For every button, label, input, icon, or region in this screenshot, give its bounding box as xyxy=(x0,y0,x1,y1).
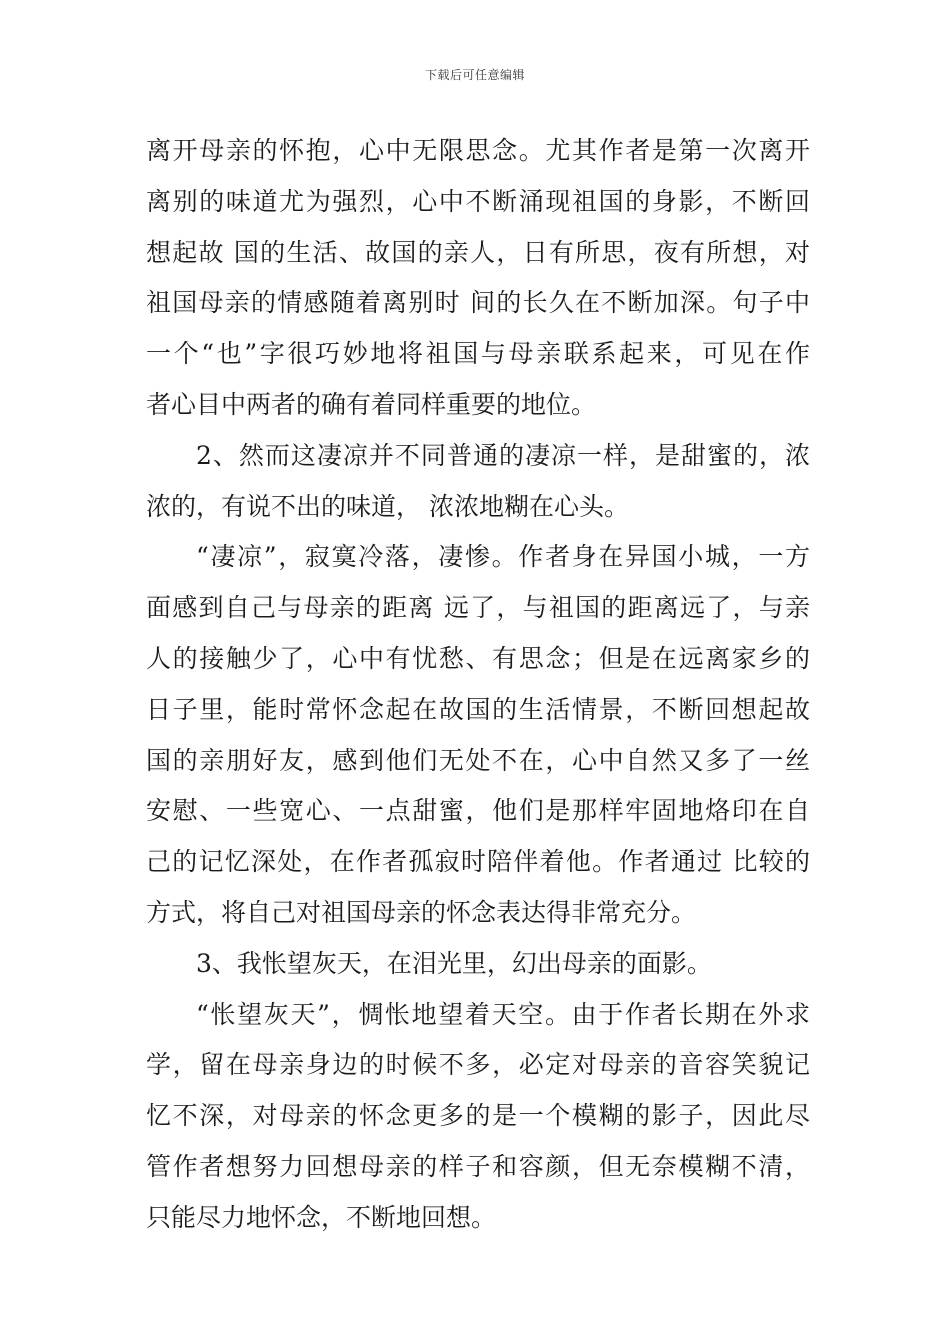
paragraph-3 xyxy=(146,532,810,938)
text-line: 者心目中两者的确有着同样重要的地位。 xyxy=(146,389,597,419)
text-line: 想起故 国的生活、故国的亲人，日有所思，夜有所想，对 xyxy=(146,237,810,267)
header-note: 下载后可任意编辑 xyxy=(424,68,525,82)
text-line: 方式，将自己对祖国母亲的怀念表达得非常充分。 xyxy=(146,897,697,927)
text-line: 浓的，有说不出的味道， 浓浓地糊在心头。 xyxy=(146,491,629,521)
paragraph-5 xyxy=(146,990,810,1244)
text-line: 日子里，能时常怀念起在故国的生活情景，不断回想起故 xyxy=(146,694,810,724)
text-line: 离别的味道尤为强烈，心中不断涌现祖国的身影，不断回 xyxy=(146,186,810,216)
text-line: 2、然而这凄凉并不同普通的凄凉一样，是甜蜜的，浓 xyxy=(196,440,810,470)
text-line: 3、我怅望灰天，在泪光里，幻出母亲的面影。 xyxy=(196,948,712,978)
text-line: “怅望灰天”，惆怅地望着天空。由于作者长期在外求 xyxy=(196,999,810,1029)
text-line: 离开母亲的怀抱，心中无限思念。尤其作者是第一次离开 xyxy=(146,136,810,165)
text-line: 国的亲朋好友，感到他们无处不在，心中自然又多了一丝 xyxy=(146,745,810,775)
text-line: 祖国母亲的情感随着离别时 间的长久在不断加深。句子中 xyxy=(146,288,810,318)
text-line: “凄凉”，寂寞冷落，凄惨。作者身在异国小城，一方 xyxy=(196,542,810,572)
text-line: 只能尽力地怀念，不断地回想。 xyxy=(146,1202,497,1232)
text-line: 人的接触少了，心中有忧愁、有思念；但是在远离家乡的 xyxy=(146,643,810,673)
body-text xyxy=(146,126,810,1244)
text-line: 安慰、一些宽心、一点甜蜜，他们是那样牢固地烙印在自 xyxy=(146,796,810,826)
text-line: 学，留在母亲身边的时候不多，必定对母亲的音容笑貌记 xyxy=(146,1050,810,1080)
paragraph-4 xyxy=(146,939,810,990)
paragraph-2 xyxy=(146,431,810,533)
text-line: 忆不深，对母亲的怀念更多的是一个模糊的影子，因此尽 xyxy=(146,1101,810,1131)
paragraph-1 xyxy=(146,126,810,431)
text-line: 一个“也”字很巧妙地将祖国与母亲联系起来，可见在作 xyxy=(146,339,810,369)
text-line: 己的记忆深处，在作者孤寂时陪伴着他。作者通过 比较的 xyxy=(146,847,810,877)
text-line: 面感到自己与母亲的距离 远了，与祖国的距离远了，与亲 xyxy=(146,593,810,623)
text-line: 管作者想努力回想母亲的样子和容颜，但无奈模糊不清， xyxy=(146,1151,810,1181)
